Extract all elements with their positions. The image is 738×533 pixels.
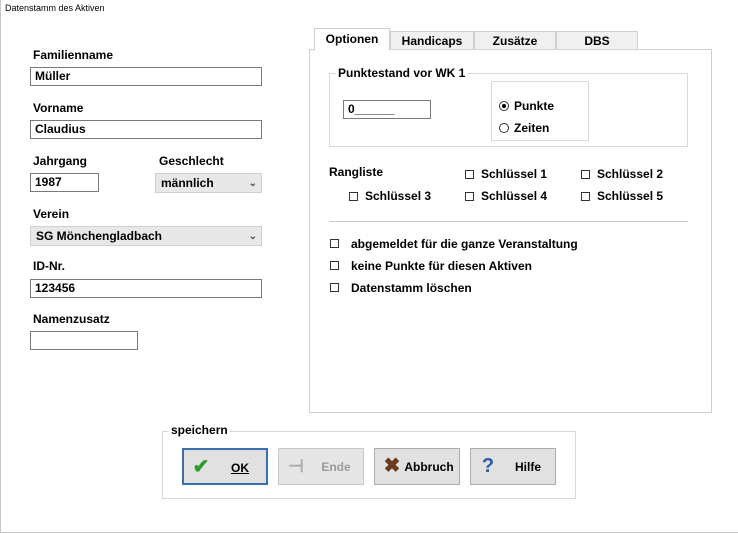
hilfe-button-label: Hilfe: [514, 460, 541, 474]
jahrgang-label: Jahrgang: [33, 154, 88, 168]
verein-select[interactable]: [30, 226, 262, 246]
radio-zeiten-label: Zeiten: [514, 121, 550, 135]
datenstamm-loeschen-label: Datenstamm löschen: [351, 281, 472, 295]
chevron-down-icon: ⌄: [248, 231, 257, 242]
chevron-down-icon: ⌄: [248, 178, 257, 189]
checkbox-schluessel-1[interactable]: [465, 170, 474, 179]
abbruch-button-label: Abbruch: [404, 460, 454, 474]
punktestand-label: Punktestand vor WK 1: [338, 66, 466, 80]
checkmark-icon: ✔: [192, 456, 210, 478]
familienname-input[interactable]: Müller: [30, 67, 262, 86]
ok-button[interactable]: [182, 448, 268, 485]
help-question-icon: ?: [481, 455, 495, 477]
schluessel-3-label: Schlüssel 3: [365, 189, 432, 203]
idnr-label: ID-Nr.: [33, 259, 66, 273]
familienname-label: Familienname: [33, 48, 114, 62]
radio-punkte[interactable]: [499, 101, 509, 111]
tab-zusaetze[interactable]: Zusätze: [474, 31, 556, 49]
cross-icon: ✖: [383, 455, 401, 477]
schluessel-2-label: Schlüssel 2: [597, 167, 664, 181]
checkbox-schluessel-4[interactable]: [465, 192, 474, 201]
checkbox-datenstamm-loeschen[interactable]: [330, 283, 339, 292]
radio-zeiten[interactable]: [499, 123, 509, 133]
vorname-label: Vorname: [33, 101, 84, 115]
punktestand-input[interactable]: 0______: [343, 100, 431, 119]
schluessel-5-label: Schlüssel 5: [597, 189, 664, 203]
verein-value: SG Mönchengladbach: [36, 229, 163, 243]
rangliste-label: Rangliste: [329, 165, 384, 179]
idnr-input[interactable]: 123456: [30, 279, 262, 298]
checkbox-abgemeldet[interactable]: [330, 239, 339, 248]
keine-punkte-label: keine Punkte für diesen Aktiven: [351, 259, 532, 273]
checkbox-schluessel-5[interactable]: [581, 192, 590, 201]
tab-handicaps[interactable]: Handicaps: [390, 31, 474, 49]
ok-button-label: OK: [231, 461, 249, 475]
hilfe-button[interactable]: [470, 448, 556, 485]
radio-punkte-label: Punkte: [514, 99, 555, 113]
tab-dbs[interactable]: DBS: [556, 31, 638, 49]
checkbox-schluessel-3[interactable]: [349, 192, 358, 201]
abbruch-button[interactable]: [374, 448, 460, 485]
geschlecht-value: männlich: [161, 176, 214, 190]
geschlecht-label: Geschlecht: [159, 154, 224, 168]
exit-door-icon: ⊣: [288, 456, 304, 476]
ende-button-label: Ende: [321, 460, 351, 474]
separator: [329, 221, 688, 222]
checkbox-keine-punkte[interactable]: [330, 261, 339, 270]
ende-button[interactable]: [278, 448, 364, 485]
schluessel-4-label: Schlüssel 4: [481, 189, 548, 203]
speichern-label: speichern: [171, 423, 228, 437]
geschlecht-select[interactable]: [155, 173, 262, 193]
abgemeldet-label: abgemeldet für die ganze Veranstaltung: [351, 237, 578, 251]
namenzusatz-input[interactable]: [30, 331, 138, 350]
tab-optionen[interactable]: Optionen: [314, 28, 390, 50]
checkbox-schluessel-2[interactable]: [581, 170, 590, 179]
jahrgang-input[interactable]: 1987: [30, 173, 99, 192]
window-title: Datenstamm des Aktiven: [5, 3, 105, 13]
vorname-input[interactable]: Claudius: [30, 120, 262, 139]
schluessel-1-label: Schlüssel 1: [481, 167, 548, 181]
namenzusatz-label: Namenzusatz: [33, 312, 110, 326]
verein-label: Verein: [33, 207, 70, 221]
